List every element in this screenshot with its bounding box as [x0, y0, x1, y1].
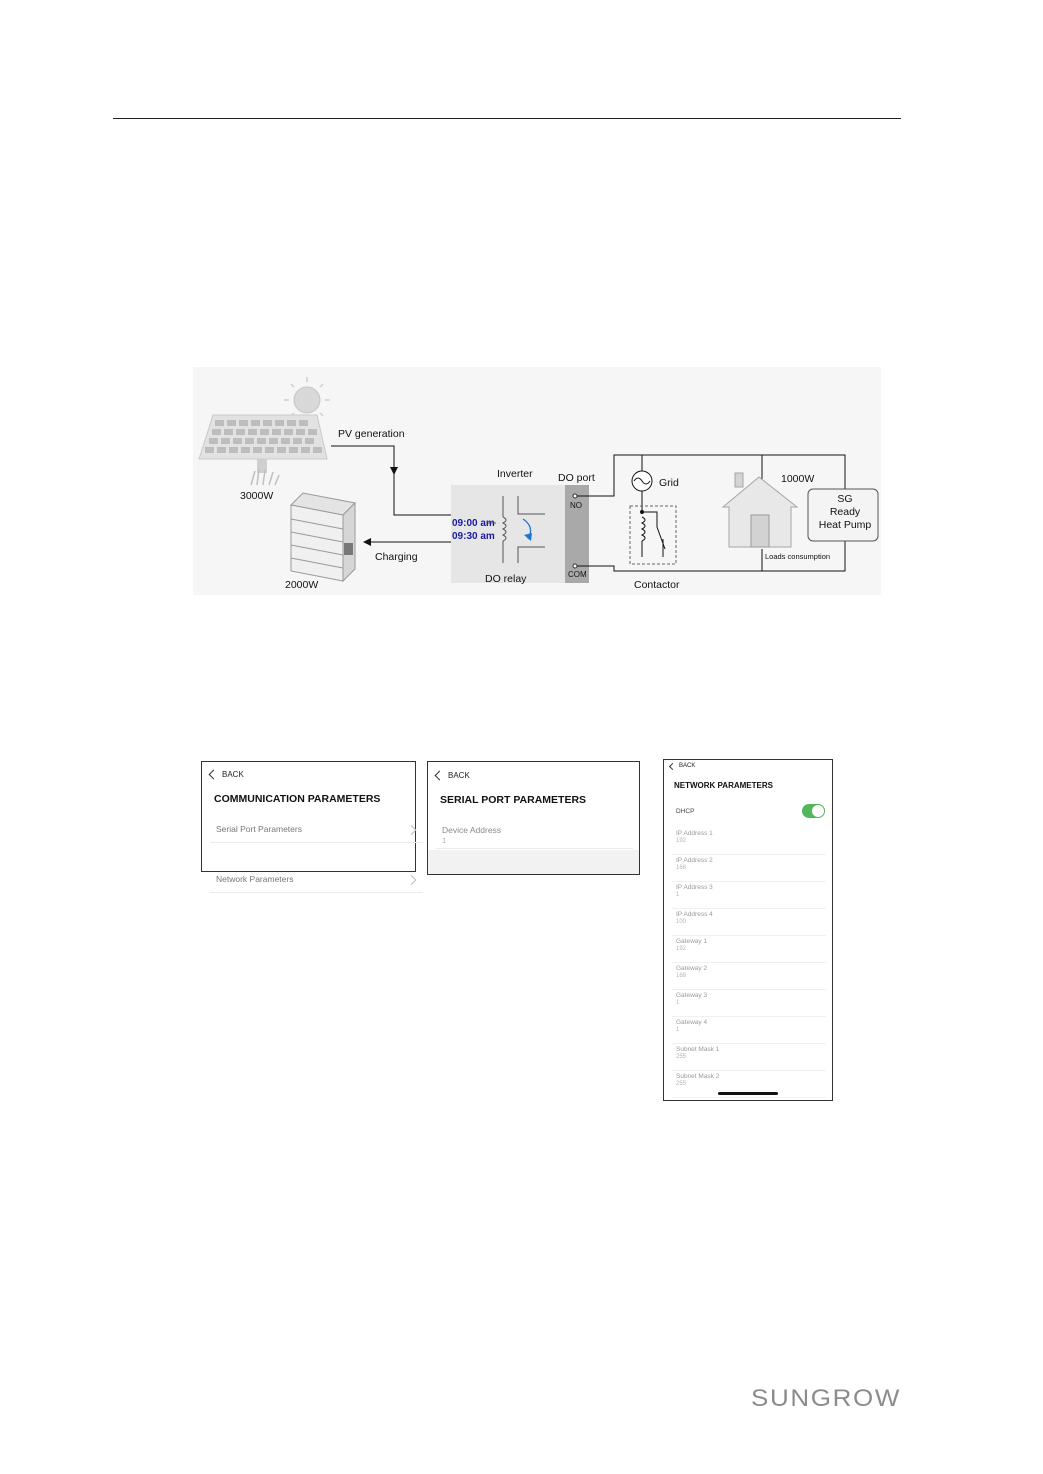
- time-end: 09:30 am: [452, 531, 495, 542]
- pv-power-label: 3000W: [240, 490, 274, 502]
- chevron-right-icon: [407, 825, 417, 835]
- field-label: IP Address 2: [676, 857, 713, 864]
- grid-label: Grid: [659, 477, 679, 489]
- toggle-knob: [812, 805, 824, 817]
- serial-port-parameters-screen: [427, 761, 640, 875]
- menu-item-label: Serial Port Parameters: [216, 824, 302, 834]
- field-label: Gateway 1: [676, 938, 708, 945]
- device-address-field[interactable]: [436, 820, 633, 849]
- back-label: BACK: [222, 770, 244, 779]
- dhcp-toggle[interactable]: [802, 804, 825, 818]
- svg-text:SUNGROW: SUNGROW: [751, 1385, 901, 1412]
- field-label: Subnet Mask 1: [676, 1046, 720, 1053]
- time-start: 09:00 am: [452, 518, 495, 529]
- header-rule: [113, 118, 901, 119]
- ip-address-2-field[interactable]: [672, 854, 826, 882]
- battery-icon: [291, 493, 355, 581]
- page-title: COMMUNICATION PARAMETERS: [214, 793, 381, 805]
- field-label: Gateway 4: [676, 1019, 708, 1026]
- field-value: 255: [676, 1081, 687, 1087]
- field-label: IP Address 3: [676, 884, 713, 891]
- heat-pump-line1: SG: [837, 493, 853, 505]
- field-value: 1: [676, 892, 680, 898]
- do-port-label: DO port: [558, 472, 595, 484]
- field-value: 255: [676, 1054, 687, 1060]
- field-label: Subnet Mask 2: [676, 1073, 720, 1080]
- dhcp-label: DHCP: [676, 808, 695, 815]
- page-title: SERIAL PORT PARAMETERS: [440, 794, 587, 806]
- field-label: IP Address 1: [676, 830, 713, 837]
- field-value: 192: [676, 838, 687, 844]
- no-label: NO: [570, 501, 582, 510]
- com-label: COM: [568, 570, 587, 579]
- ip-address-3-field[interactable]: [672, 881, 826, 909]
- charging-label: Charging: [375, 551, 418, 563]
- gateway-1-field[interactable]: [672, 935, 826, 963]
- subnet-mask-1-field[interactable]: [672, 1043, 826, 1071]
- field-value: 100: [676, 919, 687, 925]
- back-button[interactable]: [436, 771, 470, 780]
- menu-item-network-parameters[interactable]: [210, 868, 423, 893]
- screen-footer-area: [428, 850, 639, 874]
- chevron-left-icon: [209, 770, 219, 780]
- field-label: Gateway 2: [676, 965, 708, 972]
- field-value: 168: [676, 865, 687, 871]
- field-value: 1: [442, 836, 447, 845]
- back-label: BACK: [448, 771, 470, 780]
- inverter-label: Inverter: [497, 468, 533, 480]
- back-button[interactable]: [670, 763, 695, 769]
- heat-pump-line3: Heat Pump: [818, 519, 872, 531]
- ip-address-4-field[interactable]: [672, 908, 826, 936]
- chevron-left-icon: [435, 771, 445, 781]
- chevron-right-icon: [407, 875, 417, 885]
- gateway-4-field[interactable]: [672, 1016, 826, 1044]
- field-value: 1: [676, 1000, 680, 1006]
- communication-parameters-screen: [201, 761, 416, 884]
- field-label: Device Address: [442, 825, 502, 835]
- do-relay-label: DO relay: [485, 573, 527, 585]
- pv-generation-label: PV generation: [338, 428, 405, 440]
- menu-item-serial-port-parameters[interactable]: [210, 818, 423, 843]
- battery-power-label: 2000W: [285, 579, 319, 591]
- sungrow-logo: [751, 1385, 903, 1411]
- field-value: 192: [676, 946, 687, 952]
- field-label: IP Address 4: [676, 911, 713, 918]
- do-relay-diagram: [193, 367, 881, 595]
- field-label: Gateway 3: [676, 992, 708, 999]
- page-title: NETWORK PARAMETERS: [674, 781, 773, 790]
- contactor-label: Contactor: [634, 579, 680, 591]
- gateway-2-field[interactable]: [672, 962, 826, 990]
- field-value: 1: [676, 1027, 680, 1033]
- home-indicator: [718, 1092, 778, 1095]
- load-power-label: 1000W: [781, 473, 815, 485]
- field-value: 168: [676, 973, 687, 979]
- back-label: BACK: [679, 763, 696, 769]
- gateway-3-field[interactable]: [672, 989, 826, 1017]
- heat-pump-line2: Ready: [829, 506, 861, 518]
- back-button[interactable]: [210, 770, 244, 779]
- network-parameters-screen: [663, 759, 833, 1101]
- ip-address-1-field[interactable]: [672, 827, 826, 855]
- menu-item-label: Network Parameters: [216, 874, 294, 884]
- chevron-left-icon: [669, 762, 676, 769]
- loads-consumption-label: Loads consumption: [765, 552, 831, 561]
